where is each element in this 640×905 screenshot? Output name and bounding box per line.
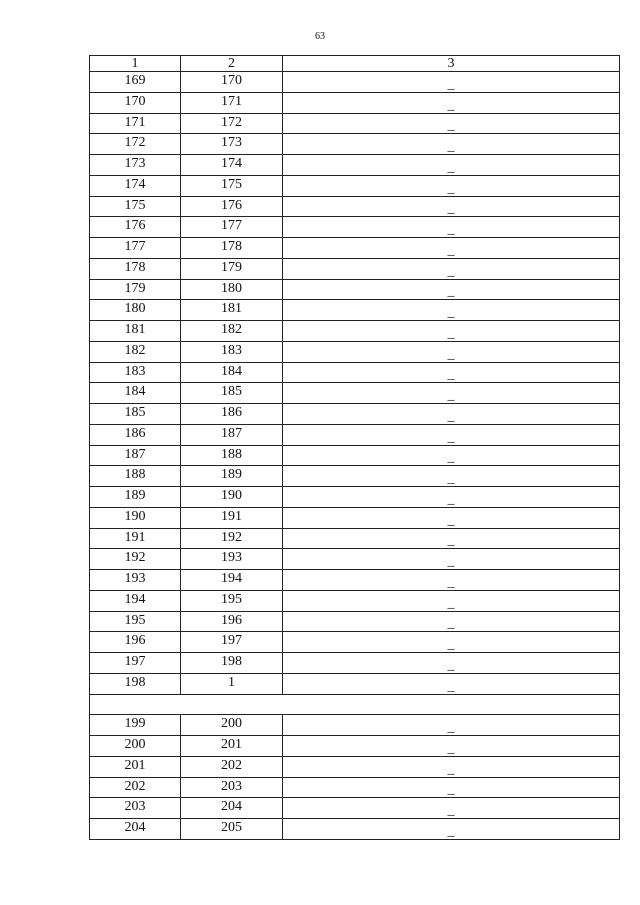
table-row [90, 238, 620, 259]
table-row [90, 279, 620, 300]
table-row [90, 113, 620, 134]
table-cell-col1: 183 [90, 362, 181, 383]
table-cell-col1: 200 [90, 736, 181, 757]
table-cell-col3: _ [283, 632, 620, 653]
table-cell-col1: 177 [90, 238, 181, 259]
table-cell-col1: 179 [90, 279, 181, 300]
table-cell-col1: 196 [90, 632, 181, 653]
table-cell-col2: 173 [181, 134, 283, 155]
table-cell-col3: _ [283, 798, 620, 819]
table-separator-row [90, 694, 620, 715]
table-row [90, 341, 620, 362]
table-cell-col2: 174 [181, 155, 283, 176]
table-cell-col2: 203 [181, 777, 283, 798]
table-cell-col3: _ [283, 590, 620, 611]
column-header-2: 2 [181, 56, 283, 72]
table-cell-col2: 192 [181, 528, 283, 549]
table-cell-col3: _ [283, 383, 620, 404]
table-cell-col1: 189 [90, 487, 181, 508]
table-row [90, 528, 620, 549]
table-cell-col1: 174 [90, 175, 181, 196]
table-cell-col2: 170 [181, 72, 283, 93]
table-cell-col1: 186 [90, 424, 181, 445]
table-cell-col2: 188 [181, 445, 283, 466]
table-header-row [90, 56, 620, 72]
table-cell-col1: 202 [90, 777, 181, 798]
table-cell-col2: 205 [181, 819, 283, 840]
table-row [90, 715, 620, 736]
table-cell-col3: _ [283, 445, 620, 466]
table-cell-col1: 190 [90, 507, 181, 528]
table-cell-col3: _ [283, 238, 620, 259]
table-cell-col2: 189 [181, 466, 283, 487]
table-cell-col3: _ [283, 528, 620, 549]
table-cell-col3: _ [283, 321, 620, 342]
table-row [90, 155, 620, 176]
table-cell-col3: _ [283, 487, 620, 508]
column-header-3: 3 [283, 56, 620, 72]
table-cell-col3: _ [283, 155, 620, 176]
table-row [90, 445, 620, 466]
table-row [90, 673, 620, 694]
table-row [90, 196, 620, 217]
table-cell-col3: _ [283, 92, 620, 113]
table-cell-col3: _ [283, 549, 620, 570]
table-cell-col3: _ [283, 570, 620, 591]
table-cell-col1: 182 [90, 341, 181, 362]
table-cell-col3: _ [283, 300, 620, 321]
table-cell-col2: 200 [181, 715, 283, 736]
table-cell-col1: 172 [90, 134, 181, 155]
table-row [90, 653, 620, 674]
table-cell-col1: 203 [90, 798, 181, 819]
table-cell-col2: 183 [181, 341, 283, 362]
table-cell-col2: 190 [181, 487, 283, 508]
table-cell-col1: 192 [90, 549, 181, 570]
table-cell-col2: 177 [181, 217, 283, 238]
table-cell-col1: 204 [90, 819, 181, 840]
table-cell-col2: 1 [181, 673, 283, 694]
table-cell-col3: _ [283, 611, 620, 632]
table-cell-col2: 202 [181, 756, 283, 777]
table-cell-col2: 197 [181, 632, 283, 653]
table-cell-col1: 197 [90, 653, 181, 674]
table-cell-col1: 184 [90, 383, 181, 404]
table-row [90, 798, 620, 819]
table-cell-col3: _ [283, 175, 620, 196]
table-cell-col3: _ [283, 134, 620, 155]
table-cell-col3: _ [283, 653, 620, 674]
table-cell-col2: 176 [181, 196, 283, 217]
table-cell-col1: 170 [90, 92, 181, 113]
table-cell-col1: 187 [90, 445, 181, 466]
table-cell-col2: 171 [181, 92, 283, 113]
table-cell-col3: _ [283, 196, 620, 217]
table-cell-col1: 188 [90, 466, 181, 487]
table-cell-col3: _ [283, 673, 620, 694]
table-cell-col3: _ [283, 258, 620, 279]
table-cell-col1: 173 [90, 155, 181, 176]
table-row [90, 404, 620, 425]
table-row [90, 92, 620, 113]
table-cell-col2: 196 [181, 611, 283, 632]
table-cell-col3: _ [283, 466, 620, 487]
table-cell-col2: 179 [181, 258, 283, 279]
table-cell-col2: 187 [181, 424, 283, 445]
table-cell-col2: 172 [181, 113, 283, 134]
table-cell-col3: _ [283, 424, 620, 445]
table-cell-col3: _ [283, 715, 620, 736]
table-cell-col2: 204 [181, 798, 283, 819]
table-cell-col3: _ [283, 113, 620, 134]
table-row [90, 819, 620, 840]
column-header-1: 1 [90, 56, 181, 72]
table-row [90, 756, 620, 777]
table-cell-col2: 185 [181, 383, 283, 404]
table-cell-col1: 180 [90, 300, 181, 321]
table-row [90, 134, 620, 155]
table-row [90, 72, 620, 93]
table-cell-col3: _ [283, 217, 620, 238]
table-cell-col3: _ [283, 777, 620, 798]
table-cell-col3: _ [283, 279, 620, 300]
table-cell-col2: 178 [181, 238, 283, 259]
table-cell-col1: 185 [90, 404, 181, 425]
table-cell-col2: 193 [181, 549, 283, 570]
table-cell-col1: 176 [90, 217, 181, 238]
table-cell-col3: _ [283, 404, 620, 425]
table-cell-col1: 193 [90, 570, 181, 591]
page-number: 63 [315, 31, 325, 42]
table-row [90, 217, 620, 238]
table-cell-col1: 171 [90, 113, 181, 134]
table-cell-col2: 181 [181, 300, 283, 321]
table-cell-col3: _ [283, 756, 620, 777]
table-row [90, 487, 620, 508]
table-cell-col3: _ [283, 72, 620, 93]
table-cell-col2: 198 [181, 653, 283, 674]
table-row [90, 321, 620, 342]
table-cell-col2: 175 [181, 175, 283, 196]
table-cell-col3: _ [283, 819, 620, 840]
data-table [89, 55, 620, 840]
table-cell-col1: 191 [90, 528, 181, 549]
table-row [90, 383, 620, 404]
table-cell-col1: 169 [90, 72, 181, 93]
table-row [90, 300, 620, 321]
table-row [90, 258, 620, 279]
table-row [90, 362, 620, 383]
table-cell-col2: 182 [181, 321, 283, 342]
table-cell-col2: 194 [181, 570, 283, 591]
table-cell-col3: _ [283, 507, 620, 528]
table-cell-col1: 195 [90, 611, 181, 632]
table-row [90, 549, 620, 570]
table-row [90, 632, 620, 653]
table-cell-col2: 184 [181, 362, 283, 383]
table-cell-col2: 195 [181, 590, 283, 611]
table-cell-col2: 191 [181, 507, 283, 528]
table-row [90, 611, 620, 632]
table-row [90, 424, 620, 445]
table-cell-col3: _ [283, 736, 620, 757]
separator-cell [90, 694, 620, 715]
table-row [90, 466, 620, 487]
table-row [90, 570, 620, 591]
table-row [90, 175, 620, 196]
table-cell-col1: 201 [90, 756, 181, 777]
table-row [90, 590, 620, 611]
table-cell-col2: 186 [181, 404, 283, 425]
table-cell-col1: 178 [90, 258, 181, 279]
table-cell-col1: 194 [90, 590, 181, 611]
table-cell-col1: 199 [90, 715, 181, 736]
table-cell-col3: _ [283, 341, 620, 362]
table-cell-col3: _ [283, 362, 620, 383]
table-cell-col2: 180 [181, 279, 283, 300]
table-row [90, 736, 620, 757]
table-cell-col2: 201 [181, 736, 283, 757]
table-cell-col1: 198 [90, 673, 181, 694]
table-cell-col1: 175 [90, 196, 181, 217]
table-row [90, 777, 620, 798]
table-cell-col1: 181 [90, 321, 181, 342]
table-row [90, 507, 620, 528]
